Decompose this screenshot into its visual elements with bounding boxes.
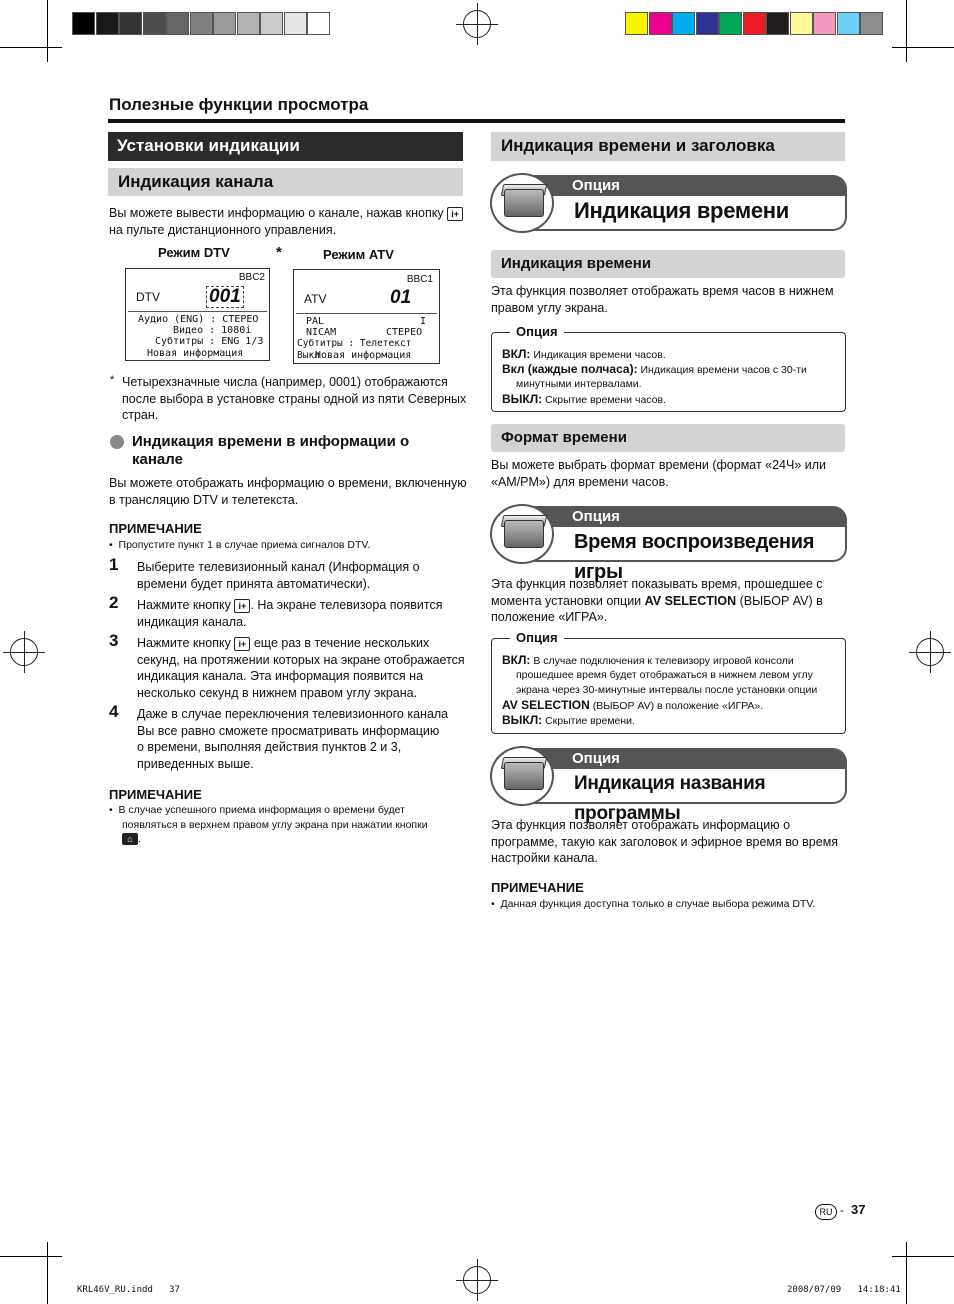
option-line: ВКЛ: В случае подключения к телевизору игровой консоли [502, 653, 794, 667]
note-bullet: • Пропустите пункт 1 в случае приема сигналов DTV. [109, 539, 371, 551]
section-title: Полезные функции просмотра [109, 95, 369, 114]
subhead-text: Вы можете отображать информацию о времени, включенную в трансляцию DTV и телетекста. [109, 476, 467, 507]
crop-mark [892, 1256, 954, 1257]
step-number: 1 [109, 555, 119, 574]
option-toolbox-icon [490, 504, 554, 564]
step-number: 3 [109, 631, 119, 650]
atv-service: BBC1 [406, 274, 433, 285]
asterisk: * [276, 244, 282, 261]
atv-info-line: Субтитры : Телетекст Выкл [297, 338, 412, 361]
option-toolbox-icon [490, 746, 554, 806]
option-header [490, 748, 847, 824]
step-number: 2 [109, 593, 119, 612]
color-swatch [860, 12, 883, 35]
option-text: Эта функция позволяет отображать информацию о программе, такую как заголовок и эфирное время во время настройки канала. [491, 818, 839, 865]
step-number: 4 [109, 702, 119, 721]
atv-screen [293, 269, 440, 364]
color-swatch [307, 12, 330, 35]
color-swatch [696, 12, 719, 35]
registration-mark [463, 10, 491, 38]
right-bar-title: Индикация времени и заголовка [491, 132, 845, 161]
color-swatch [284, 12, 307, 35]
crop-mark [0, 47, 62, 48]
crop-mark [0, 1256, 62, 1257]
atv-pal: PAL [306, 316, 325, 327]
mode-dtv-label: Режим DTV [158, 245, 230, 260]
option-box [491, 630, 846, 734]
option-band: Опция [530, 748, 847, 769]
option-band: Опция [530, 175, 847, 196]
option-title: Время воспроизведения игры [530, 527, 847, 562]
note-bullet: • В случае успешного приема информация о времени будет появляться в верхнем правом углу экрана при нажатии кнопки ⌂ . [109, 804, 428, 845]
atv-number: 01 [390, 287, 412, 308]
color-swatch [260, 12, 283, 35]
footnote-mark: * [110, 374, 115, 386]
option-title: Индикация времени [530, 196, 847, 231]
color-swatch [190, 12, 213, 35]
sub-bar-title: Формат времени [491, 424, 845, 452]
sub-text: Эта функция позволяет отображать время часов в нижнем правом углу экрана. [491, 284, 834, 315]
home-button-icon: ⌂ [122, 833, 138, 845]
note-heading: ПРИМЕЧАНИЕ [109, 787, 202, 802]
dtv-info-line: Видео : 1080i [173, 325, 252, 336]
color-swatch [766, 12, 789, 35]
color-swatch [625, 12, 648, 35]
dtv-info-line: Субтитры : ENG 1/3 [155, 336, 264, 347]
crop-mark [47, 1242, 48, 1304]
dtv-screen [125, 268, 270, 361]
color-swatch [813, 12, 836, 35]
color-swatch [119, 12, 142, 35]
crop-mark [906, 1242, 907, 1304]
option-line: Вкл (каждые полчаса): Индикация времени часов с 30-ти [502, 362, 807, 376]
option-header [490, 175, 847, 231]
dtv-service: BBC2 [238, 272, 265, 283]
crop-mark [892, 47, 954, 48]
atv-info-line: Новая информация [315, 350, 412, 361]
step-text: Нажмите кнопку i+ . На экране телевизора появится индикация канала. [137, 598, 443, 629]
option-box [491, 324, 846, 412]
info-button-icon: i+ [234, 599, 250, 613]
atv-nicam: NICAM [306, 327, 337, 338]
atv-info-rule [296, 313, 437, 314]
color-swatch [96, 12, 119, 35]
color-swatch [743, 12, 766, 35]
option-line: экрана через 30-минутные интервалы после установки опции [516, 684, 818, 696]
color-swatch [790, 12, 813, 35]
step-text: Даже в случае переключения телевизионного канала Вы все равно сможете просматривать информацию о времени, выполняя действия пунктов 2 и 3, приведенных выше. [137, 707, 449, 771]
header-rule [108, 119, 845, 123]
language-badge: RU [815, 1204, 837, 1220]
sub-bar-title: Индикация времени [491, 250, 845, 278]
sub-text: Вы можете выбрать формат времени (формат «24Ч» или «AM/PM») для времени часов. [491, 458, 827, 489]
option-line: прошедшее время будет отображаться в нижнем левом углу [516, 669, 813, 681]
crop-mark [906, 0, 907, 62]
color-swatch [72, 12, 95, 35]
color-swatch [237, 12, 260, 35]
intro-text: Вы можете вывести информацию о канале, нажав кнопку i+ на пульте дистанционного управления. [109, 205, 469, 238]
dtv-number: 001 [206, 286, 244, 308]
subhead-title: Индикация времени в информации о канале [132, 433, 410, 468]
print-date: 2008/07/09 14:18:41 [787, 1285, 901, 1295]
option-line: ВКЛ: Индикация времени часов. [502, 347, 666, 361]
option-line: ВЫКЛ: Скрытие времени часов. [502, 392, 666, 406]
subhead-bullet-icon [110, 435, 124, 449]
mode-atv-label: Режим ATV [323, 247, 394, 262]
option-band: Опция [530, 506, 847, 527]
info-button-icon: i+ [447, 207, 463, 221]
note-heading: ПРИМЕЧАНИЕ [109, 521, 202, 536]
color-swatch [649, 12, 672, 35]
option-text: Эта функция позволяет показывать время, прошедшее с момента установки опции AV SELECTION (ВЫБОР AV) в положение «ИГРА». [491, 577, 823, 624]
registration-mark [916, 638, 944, 666]
note-heading: ПРИМЕЧАНИЕ [491, 880, 584, 895]
option-box-label: Опция [510, 324, 564, 339]
option-line: минутными интервалами. [516, 378, 642, 390]
option-line: ВЫКЛ: Скрытие времени. [502, 713, 635, 727]
option-header [490, 506, 847, 583]
option-line: AV SELECTION (ВЫБОР AV) в положение «ИГРА». [502, 698, 764, 712]
left-subbar-title: Индикация канала [108, 168, 463, 196]
registration-mark [463, 1266, 491, 1294]
color-swatch [719, 12, 742, 35]
option-box-label: Опция [510, 630, 564, 645]
atv-label: ATV [304, 292, 327, 306]
step-text: Нажмите кнопку i+ еще раз в течение нескольких секунд, на протяжении которых на экране отображается индикация канала. Эта информация появится на несколько секунд в нижнем правом углу экрана. [137, 636, 465, 700]
registration-mark [10, 638, 38, 666]
crop-mark [47, 0, 48, 62]
step-text: Выберите телевизионный канал (Информация о времени будет принята автоматически). [137, 560, 420, 591]
dtv-info-rule [128, 311, 267, 312]
dtv-info-line: Новая информация [147, 348, 244, 359]
option-toolbox-icon [490, 173, 554, 233]
note-bullet: • Данная функция доступна только в случае выбора режима DTV. [491, 898, 816, 910]
page-dash: - [840, 1203, 844, 1217]
atv-stereo: СТЕРЕО [386, 327, 423, 338]
file-info: KRL46V_RU.indd 37 [77, 1285, 180, 1295]
left-bar-title: Установки индикации [108, 132, 463, 161]
dtv-label: DTV [136, 290, 160, 304]
color-swatch [213, 12, 236, 35]
page-number: 37 [851, 1202, 866, 1217]
color-swatch [143, 12, 166, 35]
footnote-text: Четырехзначные числа (например, 0001) отображаются после выбора в установке страны одной из пяти Северных стран. [122, 375, 467, 422]
color-swatch [837, 12, 860, 35]
option-title: Индикация названия программы [530, 769, 847, 804]
color-swatch [166, 12, 189, 35]
color-swatch [672, 12, 695, 35]
dtv-info-line: Аудио (ENG) : СТЕРЕО [138, 314, 259, 325]
info-button-icon: i+ [234, 637, 250, 651]
atv-i: I [420, 316, 427, 327]
